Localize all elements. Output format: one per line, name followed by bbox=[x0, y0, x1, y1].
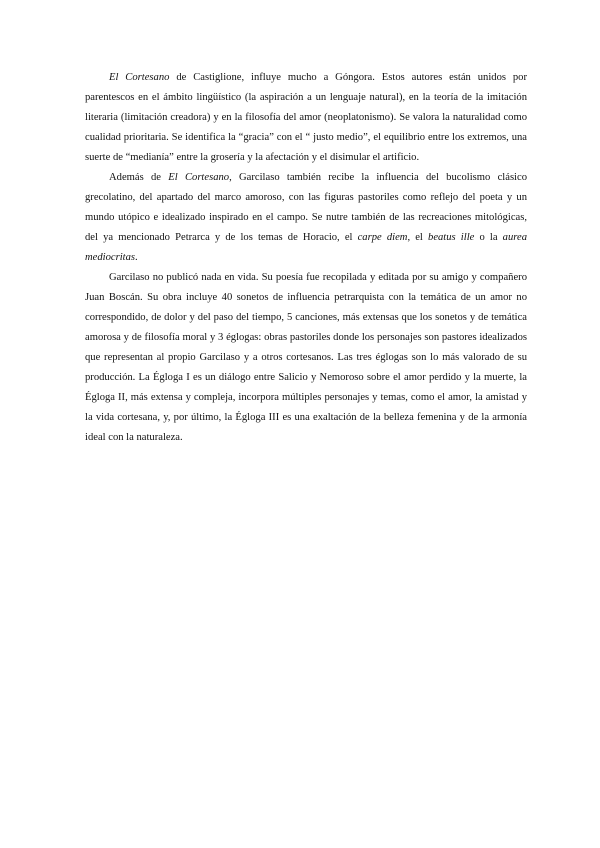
text-run: , Garcilaso también recibe la influencia del bucolismo clásico grecolatino, del apartado del marco amoroso, con las figuras pastoriles como reflejo del poeta y un mundo utópico e idealizado inspirado en el campo. Se nutre también de las recreaciones mitológicas, del ya mencionado Petrarca y de los temas de Horacio, el bbox=[85, 172, 528, 243]
paragraph-castiglione bbox=[85, 68, 527, 168]
italic-term: beatus ille bbox=[428, 232, 475, 243]
italic-term: aurea mediocritas bbox=[85, 232, 527, 263]
text-run: Garcilaso no publicó nada en vida. Su poesía fue recopilada y editada por su amigo y compañero Juan Boscán. Su obra incluye 40 sonetos de influencia petrarquista con la temática de un amor no correspondido, de dolor y del paso del tiempo, 5 canciones, más extensas que los sonetos y de temática amorosa y de filosofía moral y 3 églogas: obras pastoriles donde los personajes son pastores idealizados que representan al propio Garcilaso y a otros cortesanos. Las tres églogas son lo más valorado de su producción. La Égloga I es un diálogo entre Salicio y Nemoroso sobre el amor perdido y la muerte, la Égloga II, más extensa y compleja, incorpora múltiples personajes y temas, como el amor, la amistad y la vida cortesana, y, por último, la Égloga III es una exaltación de la belleza femenina y de la armonía ideal con la naturaleza. bbox=[85, 272, 527, 443]
italic-term: El Cortesano bbox=[168, 172, 230, 183]
text-run: o la bbox=[474, 232, 503, 243]
italic-term: El Cortesano bbox=[109, 72, 170, 83]
paragraph-influences bbox=[85, 168, 527, 268]
italic-term: carpe diem bbox=[357, 232, 408, 243]
text-run: . bbox=[135, 252, 138, 263]
body-text bbox=[85, 68, 527, 448]
text-run: , el bbox=[407, 232, 429, 243]
paragraph-works bbox=[85, 268, 527, 448]
text-run: Además de bbox=[109, 172, 169, 183]
text-run: de Castiglione, influye mucho a Góngora. Estos autores están unidos por parentescos en el ámbito lingüístico (la aspiración a un lenguaje natural), en la teoría de la imitación literaria (limitación creadora) y en la filosofía del amor (neoplatonismo). Se valora la naturalidad como cualidad prioritaria. Se identifica la “gracia” con el “ justo medio”, el equilibrio entre los extremos, una suerte de “medianía” entre la grosería y la afectación y el disimular el artificio. bbox=[85, 72, 527, 163]
